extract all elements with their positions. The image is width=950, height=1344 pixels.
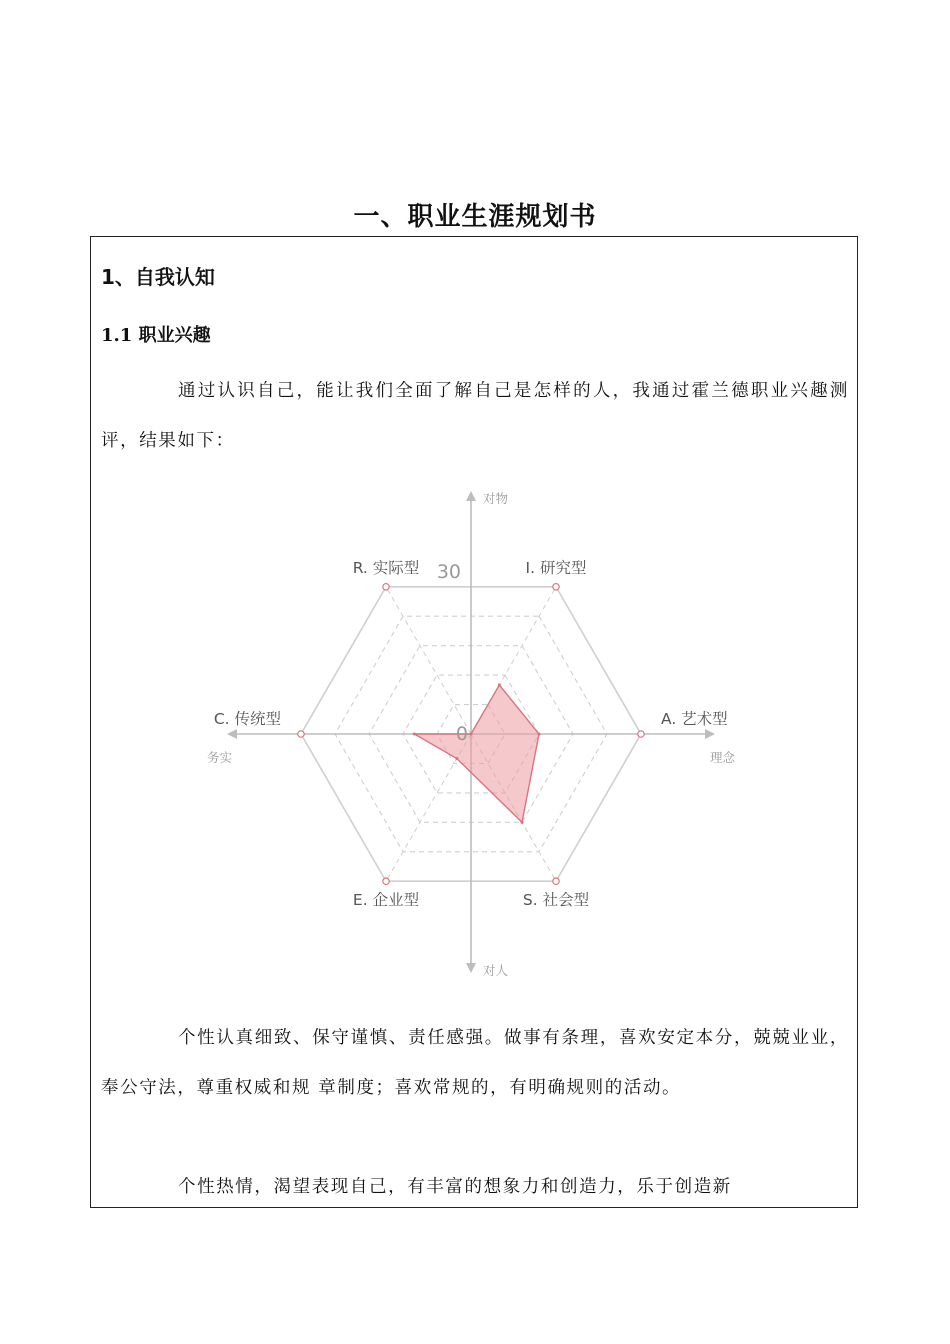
radar-data-point <box>470 733 473 736</box>
radar-vertex-marker <box>298 731 304 737</box>
section-heading: 1、自我认知 <box>101 265 215 289</box>
radar-max-label: 30 <box>436 561 461 583</box>
subsection-heading: 1.1 职业兴趣 <box>101 325 211 346</box>
radar-data-point <box>413 733 416 736</box>
radar-spoke <box>386 587 471 734</box>
axis-arrow-down-icon <box>466 963 476 973</box>
radar-vertex-marker <box>383 878 389 884</box>
radar-category-label: E. 企业型 <box>352 891 420 910</box>
radar-min-label: 0 <box>455 723 468 745</box>
radar-data-point <box>538 733 541 736</box>
personality-paragraph-artistic: 个性热情，渴望表现自己，有丰富的想象力和创造力，乐于创造新 <box>178 1177 732 1197</box>
content-frame <box>90 236 858 1208</box>
radar-category-label: R. 实际型 <box>352 558 420 577</box>
personality-paragraph-conventional: 个性认真细致、保守谨慎、责任感强。做事有条理，喜欢安定本分，兢兢业业，奉公守法，尊重权威和规 章制度；喜欢常规的，有明确规则的活动。 <box>101 1028 849 1098</box>
radar-vertex-marker <box>553 878 559 884</box>
radar-category-label: S. 社会型 <box>522 891 590 910</box>
radar-data-area <box>414 685 539 822</box>
radar-vertex-marker <box>553 584 559 590</box>
radar-category-label: I. 研究型 <box>525 558 587 577</box>
radar-vertex-marker <box>383 584 389 590</box>
radar-data-point <box>498 683 501 686</box>
axis-label-left: 务实 <box>207 750 233 765</box>
axis-arrow-right-icon <box>705 729 715 739</box>
intro-paragraph: 通过认识自己，能让我们全面了解自己是怎样的人，我通过霍兰德职业兴趣测评，结果如下： <box>101 381 849 451</box>
axis-label-right: 理念 <box>709 750 735 765</box>
radar-data-point <box>455 757 458 760</box>
document-title: 一、职业生涯规划书 <box>353 202 597 232</box>
axis-label-bottom: 对人 <box>483 963 509 978</box>
radar-data-point <box>521 821 524 824</box>
radar-category-label: C. 传统型 <box>213 710 281 728</box>
radar-category-label: A. 艺术型 <box>661 710 728 728</box>
axis-arrow-up-icon <box>466 491 476 501</box>
axis-label-top: 对物 <box>483 491 509 506</box>
holland-radar-chart <box>189 485 749 985</box>
axis-arrow-left-icon <box>227 729 237 739</box>
radar-vertex-marker <box>638 731 644 737</box>
